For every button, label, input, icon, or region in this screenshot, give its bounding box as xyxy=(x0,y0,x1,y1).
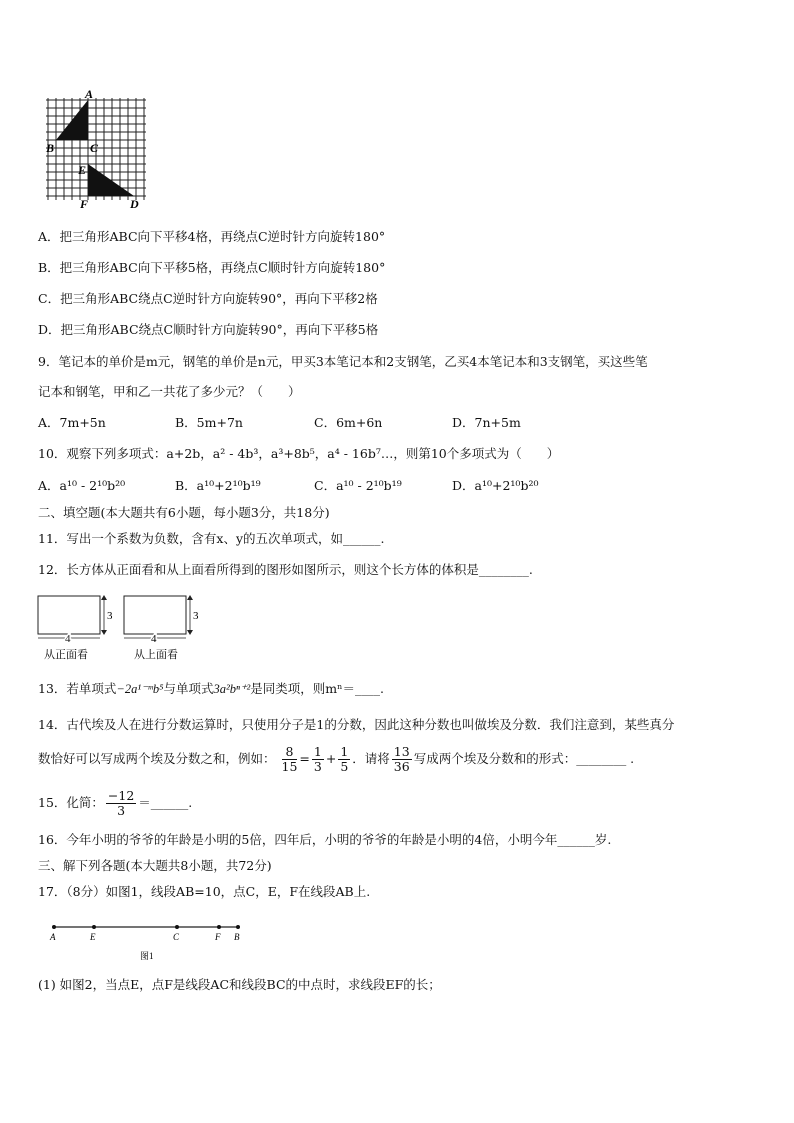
label-a: A xyxy=(85,87,94,101)
point-a-label: A xyxy=(50,932,56,942)
q17-part-1: (1) 如图2，当点E，点F是线段AC和线段BC的中点时，求线段EF的长； xyxy=(38,977,441,992)
section-3-heading: 三、解下列各题(本大题共8小题，共72分) xyxy=(38,858,272,873)
q14-line1: 14．古代埃及人在进行分数运算时，只使用分子是1的分数，因此这种分数也叫做埃及分数．我们注意到，某些真分 xyxy=(38,717,675,732)
q14-line2: 数恰好可以写成两个埃及分数之和，例如： $\frac{8}{15}$ = $\frac{1}{3}$ + $\frac{1}{5}$ ．请将 $\frac{13}{36}$ 写成两个埃及分数和的形式：________ . xyxy=(38,744,635,774)
q13: 13．若单项式−2a¹⁻ᵐb⁵与单项式3a²bⁿ⁺²是同类项，则mⁿ＝____. xyxy=(38,681,385,696)
q8-option-a: A．把三角形ABC向下平移4格，再绕点C逆时针方向旋转180° xyxy=(38,229,386,244)
q16: 16．今年小明的爷爷的年龄是小明的5倍，四年后，小明的爷爷的年龄是小明的4倍，小明今年______岁. xyxy=(38,832,612,847)
q15: 15．化简： $\frac{-12}{3}$ ＝______. xyxy=(38,788,193,818)
front-view-caption: 从正面看 xyxy=(44,649,88,661)
q10-option-b: B．a¹⁰+2¹⁰b¹⁹ xyxy=(175,478,261,493)
q10-option-c: C．a¹⁰ - 2¹⁰b¹⁹ xyxy=(314,478,402,493)
label-f: F xyxy=(80,197,89,211)
fraction-13-36: $\frac{13}{36}$ xyxy=(393,744,410,774)
front-width-label: 4 xyxy=(65,633,71,645)
label-d: D xyxy=(130,197,139,211)
q13-monomial-1: −2a¹⁻ᵐb⁵ xyxy=(116,682,164,696)
q13-monomial-2: 3a²bⁿ⁺² xyxy=(213,682,251,696)
q8-option-d: D．把三角形ABC绕点C顺时针方向旋转90°，再向下平移5格 xyxy=(38,322,379,337)
label-b: B xyxy=(46,141,55,155)
q9-option-b: B．5m+7n xyxy=(175,415,243,430)
views-figure xyxy=(34,592,214,664)
fraction-1-3: $\frac{1}{3}$ xyxy=(313,744,322,774)
q8-option-b: B．把三角形ABC向下平移5格，再绕点C顺时针方向旋转180° xyxy=(38,260,386,275)
q10-stem: 10．观察下列多项式：a+2b，a² - 4b³，a³+8b⁵，a⁴ - 16b⁷…，则第10个多项式为（ ） xyxy=(38,446,560,461)
point-b-label: B xyxy=(234,932,240,942)
q12: 12．长方体从正面看和从上面看所得到的图形如图所示，则这个长方体的体积是________. xyxy=(38,562,533,577)
q11: 11．写出一个系数为负数，含有x、y的五次单项式，如______. xyxy=(38,531,385,546)
top-width-label: 4 xyxy=(151,633,157,645)
label-c: C xyxy=(90,141,99,155)
fraction-8-15: $\frac{8}{15}$ xyxy=(281,744,298,774)
segment-figure xyxy=(46,918,256,964)
point-f-label: F xyxy=(215,932,221,942)
section-2-heading: 二、填空题(本大题共有6小题，每小题3分，共18分) xyxy=(38,505,330,520)
figure-1-caption: 图1 xyxy=(140,951,154,961)
top-view-caption: 从上面看 xyxy=(134,649,178,661)
front-height-label: 3 xyxy=(107,610,113,622)
q10-option-d: D．a¹⁰+2¹⁰b²⁰ xyxy=(452,478,539,493)
top-height-label: 3 xyxy=(193,610,199,622)
q9-stem-line1: 9．笔记本的单价是m元，钢笔的单价是n元，甲买3本笔记本和2支钢笔，乙买4本笔记本和3支钢笔，买这些笔 xyxy=(38,354,648,369)
q8-option-c: C．把三角形ABC绕点C逆时针方向旋转90°，再向下平移2格 xyxy=(38,291,378,306)
fraction-neg12-3: $\frac{-12}{3}$ xyxy=(107,788,135,818)
q9-option-a: A．7m+5n xyxy=(38,415,106,430)
point-c-label: C xyxy=(173,932,180,942)
q9-option-c: C．6m+6n xyxy=(314,415,383,430)
point-e-label: E xyxy=(90,932,96,942)
grid-figure xyxy=(40,86,160,212)
q9-option-d: D．7n+5m xyxy=(452,415,521,430)
q9-stem-line2: 记本和钢笔，甲和乙一共花了多少元？（ ） xyxy=(38,384,301,399)
q17: 17．（8分）如图1，线段AB=10，点C，E，F在线段AB上. xyxy=(38,884,371,899)
fraction-1-5: $\frac{1}{5}$ xyxy=(340,744,349,774)
q10-option-a: A．a¹⁰ - 2¹⁰b²⁰ xyxy=(38,478,126,493)
label-e: E xyxy=(78,163,87,177)
